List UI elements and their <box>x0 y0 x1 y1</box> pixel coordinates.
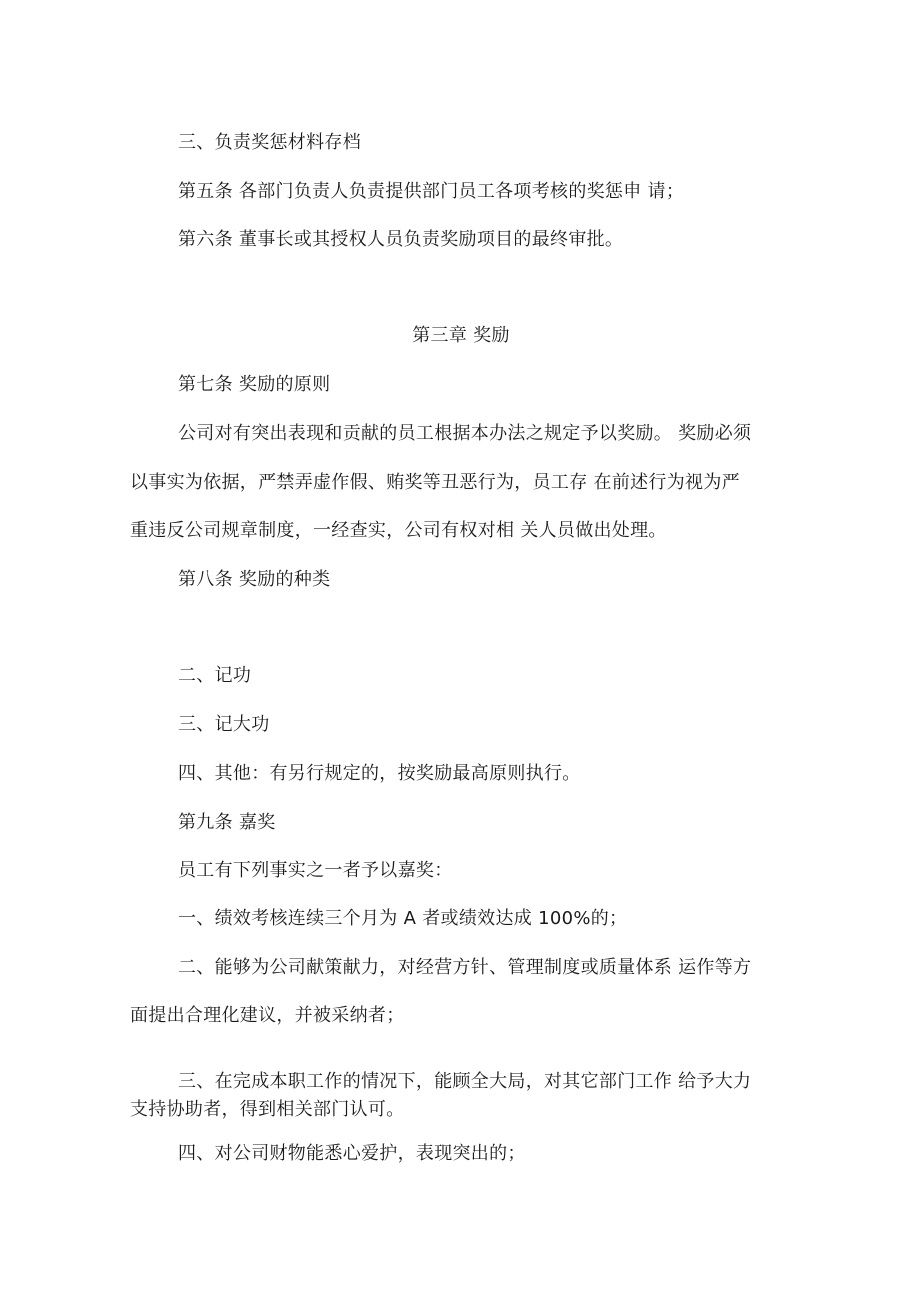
article-7-title: 第七条 奖励的原则 <box>178 374 331 395</box>
commendation-item-4: 四、对公司财物能悉心爱护，表现突出的； <box>178 1143 526 1164</box>
reward-type-merit: 二、记功 <box>178 665 252 686</box>
commendation-item-3-line-2: 支持协助者，得到相关部门认可。 <box>130 1099 405 1120</box>
article-6: 第六条 董事长或其授权人员负责奖励项目的最终审批。 <box>178 229 624 250</box>
commendation-item-3-line-1: 三、在完成本职工作的情况下，能顾全大局，对其它部门工作 给予大力 <box>178 1071 752 1092</box>
article-7-para-line-3: 重违反公司规章制度，一经查实，公司有权对相 关人员做出处理。 <box>130 520 667 541</box>
article-7-para-line-1: 公司对有突出表现和贡献的员工根据本办法之规定予以奖励。 奖励必须 <box>178 423 752 444</box>
article-9-title: 第九条 嘉奖 <box>178 812 276 833</box>
article-5: 第五条 各部门负责人负责提供部门员工各项考核的奖惩申 请； <box>178 181 685 202</box>
chapter-3-title <box>0 324 920 348</box>
commendation-item-2-line-1: 二、能够为公司献策献力，对经营方针、管理制度或质量体系 运作等方 <box>178 957 752 978</box>
article-7-para-line-2: 以事实为依据，严禁弄虚作假、贿奖等丑恶行为，员工存 在前述行为视为严 <box>130 472 740 493</box>
reward-type-other: 四、其他：有另行规定的，按奖励最高原则执行。 <box>178 763 581 784</box>
item-archive-materials: 三、负责奖惩材料存档 <box>178 132 361 153</box>
commendation-item-2-line-2: 面提出合理化建议，并被采纳者； <box>130 1005 405 1026</box>
commendation-item-1: 一、绩效考核连续三个月为 A 者或绩效达成 100%的； <box>178 908 628 929</box>
chapter-3-title-text: 第三章 奖励 <box>412 325 510 346</box>
article-9-intro: 员工有下列事实之一者予以嘉奖： <box>178 860 453 881</box>
article-8-title: 第八条 奖励的种类 <box>178 569 331 590</box>
reward-type-major-merit: 三、记大功 <box>178 714 270 735</box>
